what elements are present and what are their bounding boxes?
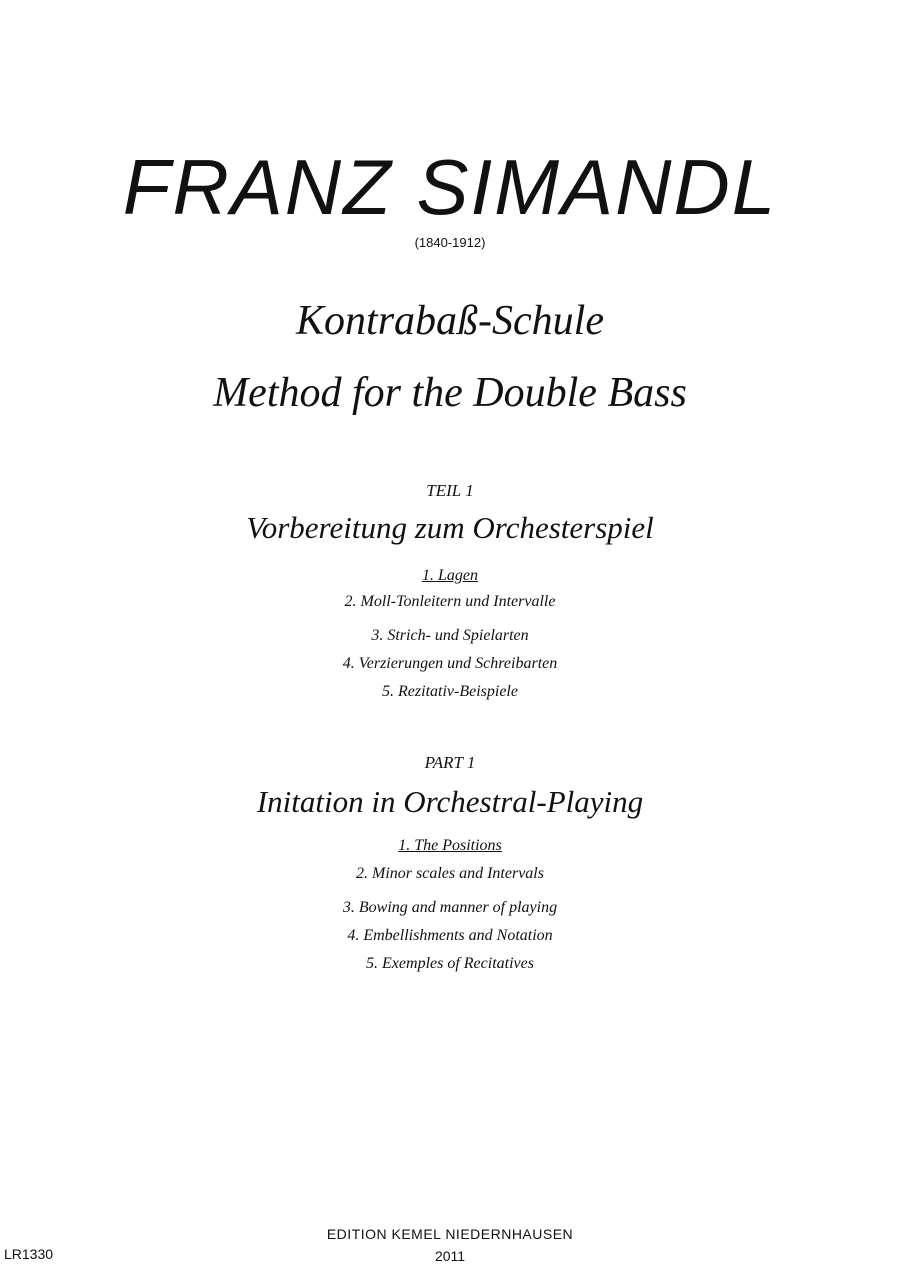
publisher-name: EDITION KEMEL NIEDERNHAUSEN <box>326 1226 574 1242</box>
title-english: Method for the Double Bass <box>213 370 687 416</box>
list-item: 3. Bowing and manner of playing <box>342 899 558 916</box>
list-item: 5. Exemples of Recitatives <box>366 955 534 972</box>
list-item <box>0 838 900 854</box>
list-item: 2. Minor scales and Intervals <box>356 865 544 882</box>
list-item: 5. Rezitativ-Beispiele <box>382 683 518 700</box>
list-item: 2. Moll-Tonleitern und Intervalle <box>344 593 556 610</box>
part-label-de: TEIL 1 <box>426 481 474 500</box>
catalog-code: LR1330 <box>4 1246 54 1262</box>
composer-years: (1840-1912) <box>414 235 486 250</box>
list-item: 3. Strich- und Spielarten <box>371 627 529 644</box>
list-item: 4. Embellishments and Notation <box>347 927 553 944</box>
list-item-text: 1. The Positions <box>398 837 502 854</box>
part-title-de: Vorbereitung zum Orchesterspiel <box>246 510 654 545</box>
part-label-en: PART 1 <box>424 753 476 772</box>
composer-name: FRANZ SIMANDL <box>122 143 778 231</box>
list-item <box>0 568 900 584</box>
list-item-text: 1. Lagen <box>422 567 478 584</box>
part-title-en: Initation in Orchestral-Playing <box>256 784 644 819</box>
title-german: Kontrabaß-Schule <box>296 298 604 344</box>
list-item: 4. Verzierungen und Schreibarten <box>342 655 558 672</box>
publication-year: 2011 <box>434 1248 466 1264</box>
